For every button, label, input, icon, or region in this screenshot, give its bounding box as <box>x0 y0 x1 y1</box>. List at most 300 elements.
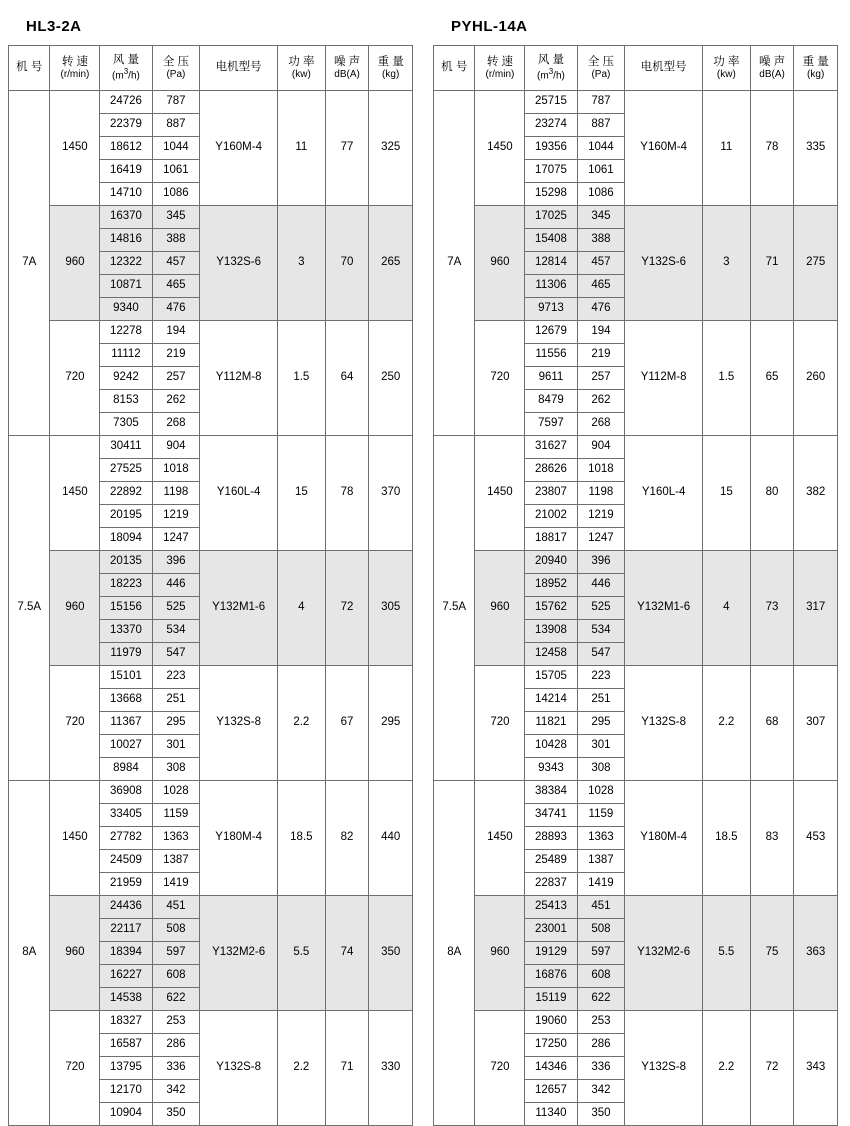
cell-power: 11 <box>277 91 325 206</box>
cell-motor-model: Y132S-8 <box>200 666 278 781</box>
cell-flow: 19129 <box>525 942 577 965</box>
cell-pressure: 308 <box>577 758 625 781</box>
table-row <box>9 321 413 344</box>
cell-pressure: 342 <box>577 1080 625 1103</box>
cell-weight: 363 <box>794 896 838 1011</box>
cell-flow: 15762 <box>525 597 577 620</box>
cell-power: 2.2 <box>702 666 750 781</box>
cell-pressure: 388 <box>152 229 200 252</box>
cell-noise: 70 <box>325 206 369 321</box>
cell-motor-model: Y132S-6 <box>625 206 703 321</box>
cell-flow: 8153 <box>100 390 152 413</box>
cell-weight: 275 <box>794 206 838 321</box>
cell-flow: 14214 <box>525 689 577 712</box>
cell-weight: 250 <box>369 321 413 436</box>
cell-weight: 453 <box>794 781 838 896</box>
cell-pressure: 508 <box>577 919 625 942</box>
cell-flow: 25413 <box>525 896 577 919</box>
cell-flow: 8984 <box>100 758 152 781</box>
cell-pressure: 904 <box>577 436 625 459</box>
cell-flow: 27525 <box>100 459 152 482</box>
col-pressure: 全 压 (Pa) <box>577 46 625 91</box>
cell-pressure: 1018 <box>577 459 625 482</box>
cell-pressure: 1198 <box>577 482 625 505</box>
cell-pressure: 1419 <box>152 873 200 896</box>
cell-motor-model: Y180M-4 <box>200 781 278 896</box>
cell-power: 11 <box>702 91 750 206</box>
cell-flow: 12322 <box>100 252 152 275</box>
cell-speed: 1450 <box>50 781 100 896</box>
cell-power: 18.5 <box>277 781 325 896</box>
cell-pressure: 1363 <box>577 827 625 850</box>
cell-noise: 77 <box>325 91 369 206</box>
cell-fan-model: 7.5A <box>9 436 50 781</box>
cell-power: 2.2 <box>702 1011 750 1126</box>
col-flow-unit: $(m^3/h)$ <box>537 67 565 82</box>
cell-flow: 21959 <box>100 873 152 896</box>
cell-pressure: 342 <box>152 1080 200 1103</box>
cell-flow: 18327 <box>100 1011 152 1034</box>
cell-speed: 720 <box>475 1011 525 1126</box>
cell-weight: 295 <box>369 666 413 781</box>
cell-pressure: 1028 <box>152 781 200 804</box>
cell-pressure: 1159 <box>577 804 625 827</box>
cell-flow: 23807 <box>525 482 577 505</box>
cell-pressure: 465 <box>577 275 625 298</box>
cell-pressure: 597 <box>152 942 200 965</box>
cell-flow: 7305 <box>100 413 152 436</box>
cell-speed: 1450 <box>475 436 525 551</box>
panel-title: PYHL-14A <box>451 18 528 35</box>
table-row <box>9 436 413 459</box>
cell-flow: 11112 <box>100 344 152 367</box>
cell-flow: 9713 <box>525 298 577 321</box>
cell-fan-model: 7A <box>434 91 475 436</box>
cell-flow: 19060 <box>525 1011 577 1034</box>
cell-pressure: 1387 <box>152 850 200 873</box>
cell-weight: 305 <box>369 551 413 666</box>
cell-pressure: 1086 <box>152 183 200 206</box>
cell-flow: 15119 <box>525 988 577 1011</box>
cell-noise: 74 <box>325 896 369 1011</box>
cell-speed: 720 <box>475 321 525 436</box>
cell-speed: 1450 <box>475 91 525 206</box>
cell-flow: 31627 <box>525 436 577 459</box>
cell-pressure: 1044 <box>577 137 625 160</box>
cell-speed: 1450 <box>50 436 100 551</box>
cell-pressure: 308 <box>152 758 200 781</box>
cell-pressure: 787 <box>577 91 625 114</box>
cell-noise: 72 <box>325 551 369 666</box>
cell-fan-model: 8A <box>9 781 50 1126</box>
cell-fan-model: 7.5A <box>434 436 475 781</box>
cell-pressure: 622 <box>577 988 625 1011</box>
cell-noise: 68 <box>750 666 794 781</box>
header-row <box>434 46 838 91</box>
cell-pressure: 1086 <box>577 183 625 206</box>
table-body <box>9 91 413 1126</box>
col-power: 功 率 (kw) <box>702 46 750 91</box>
cell-power: 18.5 <box>702 781 750 896</box>
cell-flow: 18394 <box>100 942 152 965</box>
cell-weight: 325 <box>369 91 413 206</box>
cell-motor-model: Y132S-8 <box>200 1011 278 1126</box>
cell-pressure: 457 <box>152 252 200 275</box>
table-row <box>9 896 413 919</box>
panel-hl3-2a <box>8 18 413 1126</box>
cell-flow: 34741 <box>525 804 577 827</box>
cell-noise: 65 <box>750 321 794 436</box>
cell-weight: 343 <box>794 1011 838 1126</box>
cell-pressure: 253 <box>577 1011 625 1034</box>
table-row <box>434 436 838 459</box>
cell-pressure: 476 <box>152 298 200 321</box>
cell-power: 5.5 <box>277 896 325 1011</box>
table-row <box>9 781 413 804</box>
table-row <box>9 91 413 114</box>
cell-power: 5.5 <box>702 896 750 1011</box>
cell-flow: 9340 <box>100 298 152 321</box>
cell-pressure: 345 <box>152 206 200 229</box>
cell-pressure: 301 <box>152 735 200 758</box>
cell-pressure: 223 <box>577 666 625 689</box>
cell-power: 15 <box>277 436 325 551</box>
cell-speed: 960 <box>50 206 100 321</box>
cell-pressure: 251 <box>577 689 625 712</box>
cell-flow: 17025 <box>525 206 577 229</box>
col-speed: 转 速 (r/min) <box>475 46 525 91</box>
cell-motor-model: Y112M-8 <box>625 321 703 436</box>
cell-speed: 720 <box>475 666 525 781</box>
col-flow-unit: $(m^3/h)$ <box>112 67 140 82</box>
cell-motor-model: Y180M-4 <box>625 781 703 896</box>
cell-flow: 12679 <box>525 321 577 344</box>
cell-speed: 960 <box>475 551 525 666</box>
cell-flow: 14346 <box>525 1057 577 1080</box>
cell-flow: 22892 <box>100 482 152 505</box>
cell-power: 3 <box>702 206 750 321</box>
cell-flow: 14538 <box>100 988 152 1011</box>
cell-power: 1.5 <box>702 321 750 436</box>
cell-noise: 73 <box>750 551 794 666</box>
cell-flow: 24726 <box>100 91 152 114</box>
cell-weight: 260 <box>794 321 838 436</box>
cell-flow: 9242 <box>100 367 152 390</box>
cell-speed: 960 <box>50 896 100 1011</box>
cell-weight: 317 <box>794 551 838 666</box>
cell-flow: 8479 <box>525 390 577 413</box>
cell-weight: 330 <box>369 1011 413 1126</box>
cell-weight: 307 <box>794 666 838 781</box>
cell-flow: 20135 <box>100 551 152 574</box>
cell-speed: 720 <box>50 666 100 781</box>
table-row <box>434 321 838 344</box>
cell-flow: 10871 <box>100 275 152 298</box>
cell-motor-model: Y112M-8 <box>200 321 278 436</box>
cell-pressure: 1219 <box>577 505 625 528</box>
cell-pressure: 350 <box>152 1103 200 1126</box>
cell-pressure: 1018 <box>152 459 200 482</box>
cell-pressure: 597 <box>577 942 625 965</box>
cell-pressure: 525 <box>152 597 200 620</box>
cell-flow: 17075 <box>525 160 577 183</box>
cell-motor-model: Y132S-8 <box>625 1011 703 1126</box>
cell-pressure: 257 <box>152 367 200 390</box>
cell-pressure: 1061 <box>152 160 200 183</box>
cell-flow: 27782 <box>100 827 152 850</box>
cell-flow: 10428 <box>525 735 577 758</box>
cell-flow: 9611 <box>525 367 577 390</box>
table-row <box>434 666 838 689</box>
cell-flow: 14816 <box>100 229 152 252</box>
cell-pressure: 1387 <box>577 850 625 873</box>
table-row <box>9 666 413 689</box>
cell-pressure: 295 <box>577 712 625 735</box>
cell-flow: 14710 <box>100 183 152 206</box>
table-row <box>434 781 838 804</box>
col-model: 机 号 <box>9 46 50 91</box>
cell-noise: 72 <box>750 1011 794 1126</box>
table-row <box>434 896 838 919</box>
col-motor: 电机型号 <box>625 46 703 91</box>
cell-flow: 15705 <box>525 666 577 689</box>
table-row <box>434 206 838 229</box>
cell-flow: 10027 <box>100 735 152 758</box>
panel-title: HL3-2A <box>26 18 82 35</box>
table-header <box>9 46 413 91</box>
col-noise: 噪 声 dB(A) <box>750 46 794 91</box>
cell-pressure: 446 <box>152 574 200 597</box>
cell-pressure: 887 <box>152 114 200 137</box>
cell-pressure: 251 <box>152 689 200 712</box>
cell-flow: 16419 <box>100 160 152 183</box>
cell-pressure: 1159 <box>152 804 200 827</box>
cell-noise: 71 <box>750 206 794 321</box>
cell-pressure: 388 <box>577 229 625 252</box>
cell-noise: 78 <box>325 436 369 551</box>
cell-pressure: 547 <box>152 643 200 666</box>
cell-fan-model: 8A <box>434 781 475 1126</box>
cell-flow: 12458 <box>525 643 577 666</box>
cell-weight: 265 <box>369 206 413 321</box>
col-pressure: 全 压 (Pa) <box>152 46 200 91</box>
cell-noise: 75 <box>750 896 794 1011</box>
cell-pressure: 336 <box>577 1057 625 1080</box>
cell-flow: 18817 <box>525 528 577 551</box>
cell-flow: 21002 <box>525 505 577 528</box>
cell-flow: 11340 <box>525 1103 577 1126</box>
cell-pressure: 904 <box>152 436 200 459</box>
cell-pressure: 1219 <box>152 505 200 528</box>
cell-power: 3 <box>277 206 325 321</box>
cell-pressure: 345 <box>577 206 625 229</box>
col-speed: 转 速 (r/min) <box>50 46 100 91</box>
cell-pressure: 1061 <box>577 160 625 183</box>
cell-noise: 78 <box>750 91 794 206</box>
cell-flow: 15298 <box>525 183 577 206</box>
table-body <box>434 91 838 1126</box>
cell-weight: 382 <box>794 436 838 551</box>
cell-flow: 15101 <box>100 666 152 689</box>
cell-power: 2.2 <box>277 666 325 781</box>
cell-pressure: 608 <box>577 965 625 988</box>
cell-flow: 18612 <box>100 137 152 160</box>
cell-noise: 82 <box>325 781 369 896</box>
cell-power: 4 <box>702 551 750 666</box>
cell-pressure: 608 <box>152 965 200 988</box>
cell-motor-model: Y160L-4 <box>625 436 703 551</box>
cell-noise: 71 <box>325 1011 369 1126</box>
cell-pressure: 223 <box>152 666 200 689</box>
cell-power: 1.5 <box>277 321 325 436</box>
cell-noise: 67 <box>325 666 369 781</box>
cell-motor-model: Y132S-6 <box>200 206 278 321</box>
cell-pressure: 446 <box>577 574 625 597</box>
cell-fan-model: 7A <box>9 91 50 436</box>
cell-weight: 350 <box>369 896 413 1011</box>
cell-pressure: 268 <box>577 413 625 436</box>
cell-flow: 13908 <box>525 620 577 643</box>
cell-flow: 18952 <box>525 574 577 597</box>
cell-flow: 9343 <box>525 758 577 781</box>
cell-pressure: 295 <box>152 712 200 735</box>
cell-pressure: 268 <box>152 413 200 436</box>
cell-pressure: 253 <box>152 1011 200 1034</box>
cell-noise: 80 <box>750 436 794 551</box>
cell-flow: 36908 <box>100 781 152 804</box>
cell-flow: 16227 <box>100 965 152 988</box>
table-row <box>434 1011 838 1034</box>
cell-flow: 18094 <box>100 528 152 551</box>
cell-pressure: 534 <box>577 620 625 643</box>
cell-pressure: 622 <box>152 988 200 1011</box>
cell-flow: 11306 <box>525 275 577 298</box>
cell-pressure: 1363 <box>152 827 200 850</box>
cell-flow: 25489 <box>525 850 577 873</box>
cell-pressure: 350 <box>577 1103 625 1126</box>
cell-flow: 11556 <box>525 344 577 367</box>
cell-flow: 22837 <box>525 873 577 896</box>
cell-pressure: 1247 <box>152 528 200 551</box>
cell-power: 15 <box>702 436 750 551</box>
table-row <box>434 91 838 114</box>
panel-pyhl-14a <box>433 18 838 1126</box>
cell-flow: 7597 <box>525 413 577 436</box>
cell-flow: 16370 <box>100 206 152 229</box>
cell-flow: 20940 <box>525 551 577 574</box>
cell-motor-model: Y132M2-6 <box>200 896 278 1011</box>
col-motor: 电机型号 <box>200 46 278 91</box>
cell-pressure: 301 <box>577 735 625 758</box>
cell-pressure: 262 <box>152 390 200 413</box>
cell-pressure: 1419 <box>577 873 625 896</box>
cell-pressure: 457 <box>577 252 625 275</box>
fan-performance-table <box>433 45 838 1126</box>
cell-motor-model: Y132S-8 <box>625 666 703 781</box>
cell-flow: 25715 <box>525 91 577 114</box>
fan-performance-table <box>8 45 413 1126</box>
cell-flow: 28626 <box>525 459 577 482</box>
cell-pressure: 547 <box>577 643 625 666</box>
cell-flow: 17250 <box>525 1034 577 1057</box>
cell-pressure: 1247 <box>577 528 625 551</box>
cell-flow: 11979 <box>100 643 152 666</box>
col-weight: 重 量 (kg) <box>369 46 413 91</box>
cell-motor-model: Y132M2-6 <box>625 896 703 1011</box>
table-row <box>9 206 413 229</box>
cell-pressure: 286 <box>577 1034 625 1057</box>
table-row <box>434 551 838 574</box>
cell-motor-model: Y160M-4 <box>625 91 703 206</box>
cell-pressure: 476 <box>577 298 625 321</box>
table-row <box>9 551 413 574</box>
cell-power: 2.2 <box>277 1011 325 1126</box>
table-header <box>434 46 838 91</box>
cell-flow: 16587 <box>100 1034 152 1057</box>
cell-motor-model: Y160M-4 <box>200 91 278 206</box>
cell-weight: 335 <box>794 91 838 206</box>
cell-pressure: 1198 <box>152 482 200 505</box>
cell-speed: 1450 <box>50 91 100 206</box>
cell-pressure: 1028 <box>577 781 625 804</box>
cell-flow: 11367 <box>100 712 152 735</box>
cell-speed: 720 <box>50 321 100 436</box>
cell-flow: 33405 <box>100 804 152 827</box>
cell-flow: 12278 <box>100 321 152 344</box>
cell-pressure: 194 <box>152 321 200 344</box>
col-weight: 重 量 (kg) <box>794 46 838 91</box>
cell-flow: 30411 <box>100 436 152 459</box>
cell-pressure: 534 <box>152 620 200 643</box>
cell-weight: 440 <box>369 781 413 896</box>
cell-flow: 10904 <box>100 1103 152 1126</box>
cell-flow: 20195 <box>100 505 152 528</box>
cell-pressure: 286 <box>152 1034 200 1057</box>
cell-flow: 28893 <box>525 827 577 850</box>
cell-flow: 12657 <box>525 1080 577 1103</box>
cell-flow: 23274 <box>525 114 577 137</box>
cell-flow: 22117 <box>100 919 152 942</box>
col-flow: 风 量 $(m^3/h)$ <box>100 46 152 91</box>
cell-flow: 23001 <box>525 919 577 942</box>
cell-flow: 18223 <box>100 574 152 597</box>
cell-flow: 22379 <box>100 114 152 137</box>
cell-pressure: 451 <box>577 896 625 919</box>
cell-pressure: 396 <box>152 551 200 574</box>
col-noise: 噪 声 dB(A) <box>325 46 369 91</box>
cell-speed: 960 <box>475 896 525 1011</box>
cell-flow: 24436 <box>100 896 152 919</box>
cell-flow: 12170 <box>100 1080 152 1103</box>
cell-pressure: 396 <box>577 551 625 574</box>
cell-pressure: 194 <box>577 321 625 344</box>
cell-pressure: 887 <box>577 114 625 137</box>
col-power: 功 率 (kw) <box>277 46 325 91</box>
cell-flow: 15156 <box>100 597 152 620</box>
cell-speed: 720 <box>50 1011 100 1126</box>
col-model: 机 号 <box>434 46 475 91</box>
cell-pressure: 219 <box>152 344 200 367</box>
cell-speed: 1450 <box>475 781 525 896</box>
cell-motor-model: Y160L-4 <box>200 436 278 551</box>
cell-flow: 12814 <box>525 252 577 275</box>
cell-flow: 38384 <box>525 781 577 804</box>
cell-pressure: 336 <box>152 1057 200 1080</box>
cell-pressure: 451 <box>152 896 200 919</box>
cell-weight: 370 <box>369 436 413 551</box>
cell-noise: 64 <box>325 321 369 436</box>
cell-flow: 16876 <box>525 965 577 988</box>
